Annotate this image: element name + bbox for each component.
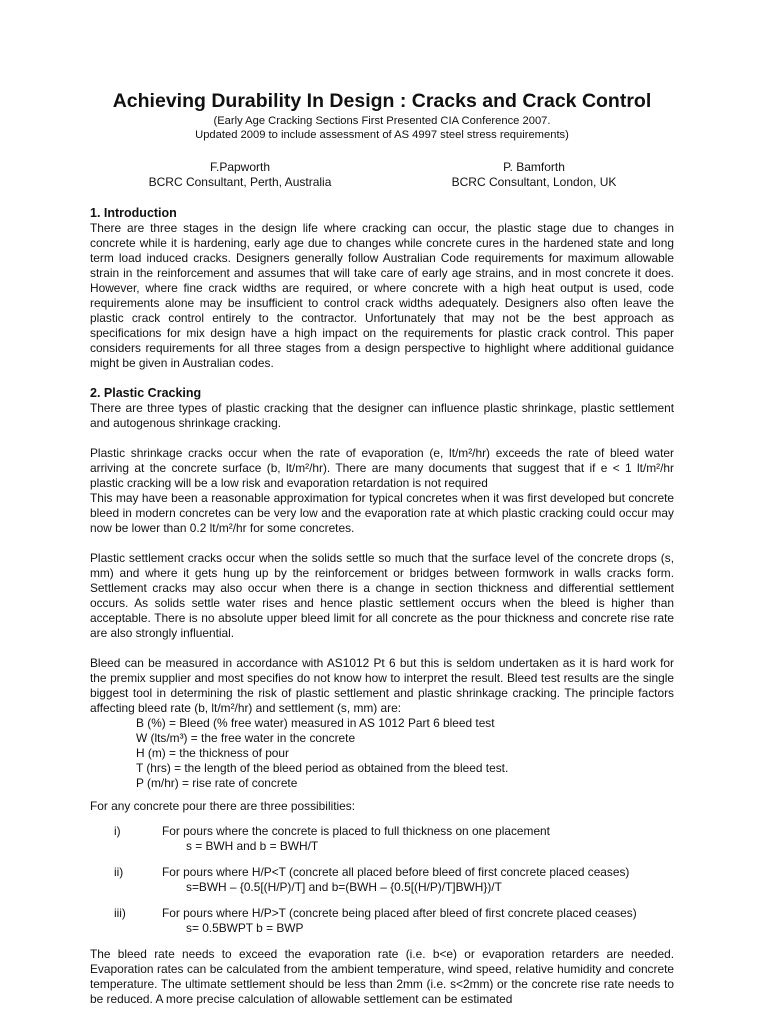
- case-item: [90, 906, 674, 936]
- author-name: F.Papworth: [209, 160, 271, 174]
- definition-item: H (m) = the thickness of pour: [136, 746, 289, 760]
- case-number: i): [114, 824, 121, 838]
- case-equation: s= 0.5BWPT b = BWP: [186, 921, 304, 935]
- paragraph: Bleed can be measured in accordance with AS1012 Pt 6 but this is seldom undertaken as it is hard work for the premix supplier and most specifies do not know how to interpret the result. Bleed test results are the single biggest tool in determining the risk of plastic settlement and plastic shrinkage cracking. The principle factors affecting bleed rate (b, lt/m²/hr) and settlement (s, mm) are:: [90, 656, 674, 715]
- paragraph: Plastic settlement cracks occur when the solids settle so much that the surface level of the concrete drops (s, mm) and where it gets hung up by the reinforcement or bridges between formwork in walls cracks form. Settlement cracks may also occur when there is a change in section thickness and differential settlement occurs. As solids settle water rises and hence plastic settlement occurs when the bleed is higher than acceptable. There is no absolute upper bleed limit for all concrete as the pour thickness and concrete rise rate are also strongly influential.: [90, 551, 674, 640]
- case-list: [90, 824, 674, 936]
- author-affiliation: BCRC Consultant, London, UK: [451, 175, 617, 189]
- definition-item: W (lts/m³) = the free water in the concrete: [136, 731, 356, 745]
- case-item: [90, 824, 674, 854]
- paragraph: The bleed rate needs to exceed the evaporation rate (i.e. b<e) or evaporation retarders are needed. Evaporation rates can be calculated from the ambient temperature, wind speed, relative humidity and concrete temperature. The ultimate settlement should be less than 2mm (i.e. s<2mm) or the concrete rise rate needs to be reduced. A more precise calculation of allowable settlement can be estimated: [90, 947, 674, 1006]
- case-equation: s=BWH – {0.5[(H/P)/T] and b=(BWH – {0.5[(H/P)/T]BWH})/T: [186, 880, 502, 894]
- author-name: P. Bamforth: [503, 160, 565, 174]
- subtitle-line-1: (Early Age Cracking Sections First Presented CIA Conference 2007.: [213, 115, 551, 127]
- case-item: [90, 865, 674, 895]
- case-text: For pours where H/P<T (concrete all placed before bleed of first concrete placed ceases): [162, 865, 630, 879]
- author-affiliation: BCRC Consultant, Perth, Australia: [148, 175, 332, 189]
- section-heading: 1. Introduction: [90, 206, 177, 220]
- definition-item: T (hrs) = the length of the bleed period as obtained from the bleed test.: [136, 761, 509, 775]
- section-introduction: [90, 206, 674, 371]
- paragraph: There are three types of plastic cracking that the designer can influence plastic shrinkage, plastic settlement and autogenous shrinkage cracking.: [90, 401, 674, 430]
- author-2: [394, 160, 674, 190]
- author-1: [90, 160, 390, 190]
- paragraph: There are three stages in the design life where cracking can occur, the plastic stage due to changes in concrete while it is hardening, early age due to changes while concrete cures in the hardened state and long term load induced cracks. Designers generally follow Australian Code requirements for maximum allowable strain in the reinforcement and assumes that will take care of early age strains, and in most concrete it does. However, where fine crack widths are required, or where concrete with a high heat output is used, code requirements alone may be insufficient to control crack widths adequately. Designers also often leave the plastic crack control entirely to the contractor. Unfortunately that may not be the best approach as specifications for mix design have a high impact on the requirements for plastic crack control. This paper considers requirements for all three stages from a design perspective to highlight where additional guidance might be given in Australian codes.: [90, 221, 674, 370]
- paragraph: This may have been a reasonable approximation for typical concretes when it was first developed but concrete bleed in modern concretes can be very low and the evaporation rate at which plastic cracking could occur may now be lower than 0.2 lt/m²/hr for some concretes.: [90, 491, 674, 535]
- case-text: For pours where H/P>T (concrete being placed after bleed of first concrete placed ceases): [162, 906, 637, 920]
- author-block: [90, 160, 674, 190]
- paragraph: Plastic shrinkage cracks occur when the rate of evaporation (e, lt/m²/hr) exceeds the rate of bleed water arriving at the concrete surface (b, lt/m²/hr). There are many documents that suggest that if e < 1 lt/m²/hr plastic cracking will be a low risk and evaporation retardation is not required: [90, 446, 674, 490]
- subtitle-line-2: Updated 2009 to include assessment of AS 4997 steel stress requirements): [195, 129, 569, 141]
- document-page: [90, 88, 674, 1007]
- section-plastic-cracking: [90, 386, 674, 1007]
- section-heading: 2. Plastic Cracking: [90, 386, 202, 400]
- definition-list: [136, 716, 674, 791]
- case-number: iii): [114, 906, 126, 920]
- case-number: ii): [114, 865, 124, 879]
- definition-item: P (m/hr) = rise rate of concrete: [136, 776, 298, 790]
- paragraph: For any concrete pour there are three possibilities:: [90, 799, 356, 813]
- document-title: Achieving Durability In Design : Cracks and Crack Control: [112, 90, 652, 112]
- case-text: For pours where the concrete is placed to full thickness on one placement: [162, 824, 550, 838]
- definition-item: B (%) = Bleed (% free water) measured in AS 1012 Part 6 bleed test: [136, 716, 495, 730]
- case-equation: s = BWH and b = BWH/T: [186, 839, 319, 853]
